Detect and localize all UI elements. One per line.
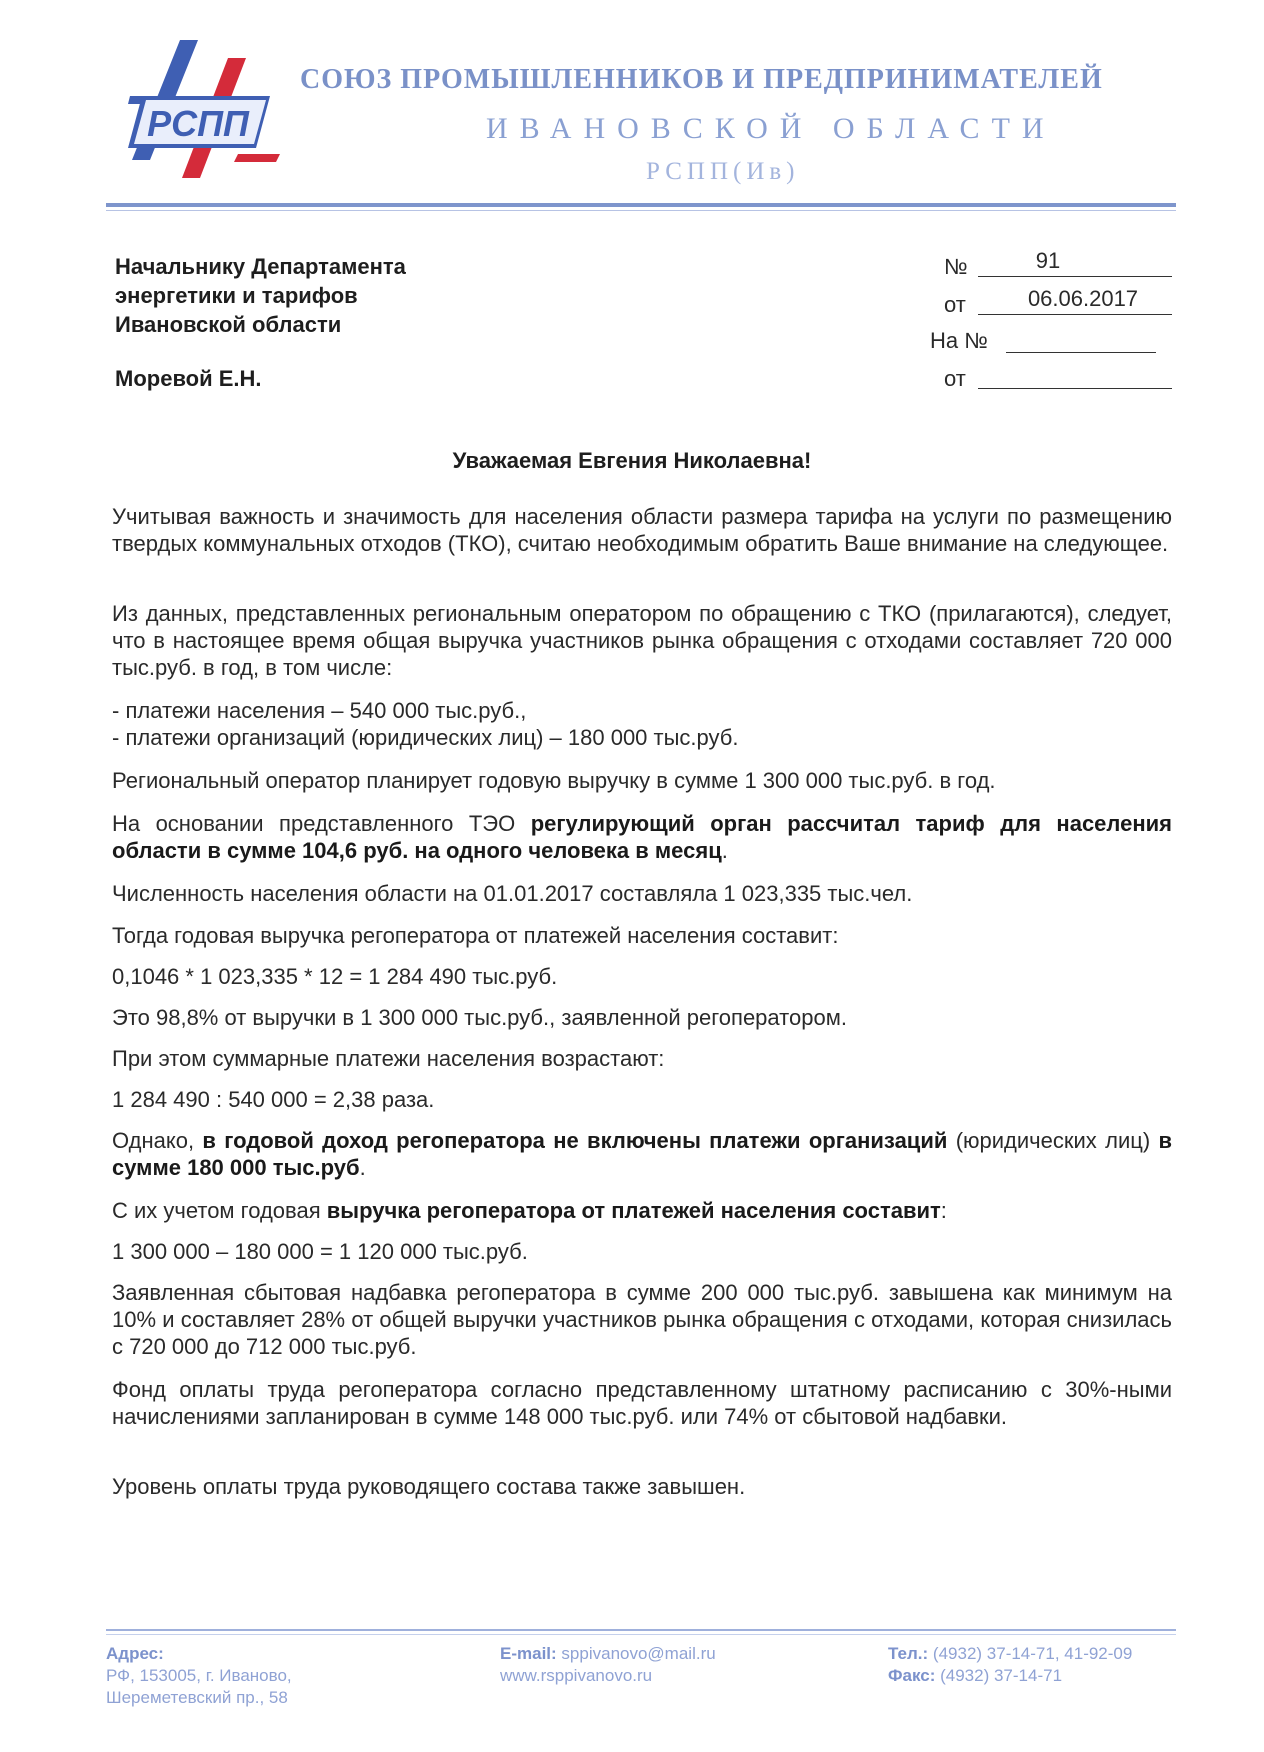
phone-label: Тел.: xyxy=(888,1644,929,1663)
email-link[interactable]: sppivanovo@mail.ru xyxy=(561,1644,716,1663)
address-label: Адрес: xyxy=(106,1644,164,1663)
footer-divider xyxy=(106,1629,1176,1631)
ref-number-line xyxy=(978,276,1172,277)
paragraph-8: При этом суммарные платежи населения возрастают: xyxy=(112,1046,665,1071)
ref-date-label: от xyxy=(944,292,966,317)
paragraph-11: Заявленная сбытовая надбавка регоператора в сумме 200 000 тыс.руб. завышена как минимум на 10% и составляет 28% от общей выручки участников рынка обращения с отходами, которая снизилась с 720 000 до 712 000 тыс.руб. xyxy=(112,1280,1172,1359)
addressee-line2: энергетики и тарифов xyxy=(115,283,358,308)
reply-number-label: На № xyxy=(930,328,988,353)
footer-address xyxy=(106,1643,292,1709)
footer-phones xyxy=(888,1643,1132,1687)
fax-label: Факс: xyxy=(888,1666,936,1685)
formula-3: 1 300 000 – 180 000 = 1 120 000 тыс.руб. xyxy=(112,1239,528,1264)
ref-number-label: № xyxy=(944,254,968,279)
phone-value: (4932) 37-14-71, 41-92-09 xyxy=(932,1644,1133,1663)
paragraph-4: На основании представленного ТЭО регулирующий орган рассчитал тариф для населения области в сумме 104,6 руб. на одного человека в месяц. xyxy=(112,811,1172,863)
org-name-line2: ИВАНОВСКОЙ ОБЛАСТИ xyxy=(486,112,1056,145)
footer-contacts xyxy=(500,1643,716,1687)
rspp-logo xyxy=(128,38,288,196)
ref-date-line xyxy=(978,314,1172,315)
website-link[interactable]: www.rsppivanovo.ru xyxy=(500,1666,653,1685)
paragraph-6: Тогда годовая выручка регоператора от платежей населения составит: xyxy=(112,923,839,948)
formula-1: 0,1046 * 1 023,335 * 12 = 1 284 490 тыс.руб. xyxy=(112,964,558,989)
ref-date-value: 06.06.2017 xyxy=(1027,286,1139,311)
paragraph-1: Учитывая важность и значимость для населения области размера тарифа на услуги по размещению твердых коммунальных отходов (ТКО), считаю необходимым обратить Ваше внимание на следующее. xyxy=(112,504,1172,556)
addressee-line1: Начальнику Департамента xyxy=(115,254,406,279)
paragraph-2: Из данных, представленных региональным оператором по обращению с ТКО (прилагаются), следует, что в настоящее время общая выручка участников рынка обращения с отходами составляет 720 000 тыс.руб. в год, в том числе: xyxy=(112,601,1172,680)
emphasis: в годовой доход регоператора не включены платежи организаций xyxy=(202,1128,948,1153)
addressee-name: Моревой Е.Н. xyxy=(115,366,262,391)
org-abbreviation: РСПП(Ив) xyxy=(646,158,800,185)
addressee-line3: Ивановской области xyxy=(115,312,342,337)
ref-number-value: 91 xyxy=(1035,248,1061,273)
addressee-block xyxy=(115,252,615,339)
address-line2: Шереметевский пр., 58 xyxy=(106,1688,288,1707)
paragraph-10: С их учетом годовая выручка регоператора от платежей населения составит: xyxy=(112,1198,947,1223)
paragraph-3: Региональный оператор планирует годовую выручку в сумме 1 300 000 тыс.руб. в год. xyxy=(112,768,996,793)
paragraph-13: Уровень оплаты труда руководящего состава также завышен. xyxy=(112,1474,746,1499)
paragraph-7: Это 98,8% от выручки в 1 300 000 тыс.руб., заявленной регоператором. xyxy=(112,1005,847,1030)
header-divider-thin xyxy=(106,210,1176,211)
address-line1: РФ, 153005, г. Иваново, xyxy=(106,1666,292,1685)
fax-value: (4932) 37-14-71 xyxy=(940,1666,1063,1685)
list-item: - платежи организаций (юридических лиц) – 180 000 тыс.руб. xyxy=(112,725,739,750)
emphasis: в сумме 180 000 тыс.руб xyxy=(112,1128,1173,1180)
org-name-line1: СОЮЗ ПРОМЫШЛЕННИКОВ И ПРЕДПРИНИМАТЕЛЕЙ xyxy=(300,64,1103,95)
emphasis: выручка регоператора от платежей населения составит xyxy=(326,1198,941,1223)
paragraph-12: Фонд оплаты труда регоператора согласно представленному штатному расписанию с 30%-ными начислениями запланирован в сумме 148 000 тыс.руб. или 74% от сбытовой надбавки. xyxy=(112,1377,1172,1429)
paragraph-9: Однако, в годовой доход регоператора не включены платежи организаций (юридических лиц) в сумме 180 000 тыс.руб. xyxy=(112,1128,1173,1180)
logo-text: РСПП xyxy=(147,103,249,144)
header-divider xyxy=(106,203,1176,207)
emphasis: регулирующий орган рассчитал тариф для населения области в сумме 104,6 руб. на одного человека в месяц xyxy=(112,811,1172,863)
formula-2: 1 284 490 : 540 000 = 2,38 раза. xyxy=(112,1087,435,1112)
footer-divider-thin xyxy=(106,1634,1176,1635)
list-item: - платежи населения – 540 000 тыс.руб., xyxy=(112,698,527,723)
reply-date-label: от xyxy=(944,366,966,391)
paragraph-5: Численность населения области на 01.01.2017 составляла 1 023,335 тыс.чел. xyxy=(112,881,913,906)
reply-number-line xyxy=(1006,352,1156,353)
salutation: Уважаемая Евгения Николаевна! xyxy=(452,448,812,473)
reply-date-line xyxy=(978,388,1172,389)
email-label: E-mail: xyxy=(500,1644,557,1663)
